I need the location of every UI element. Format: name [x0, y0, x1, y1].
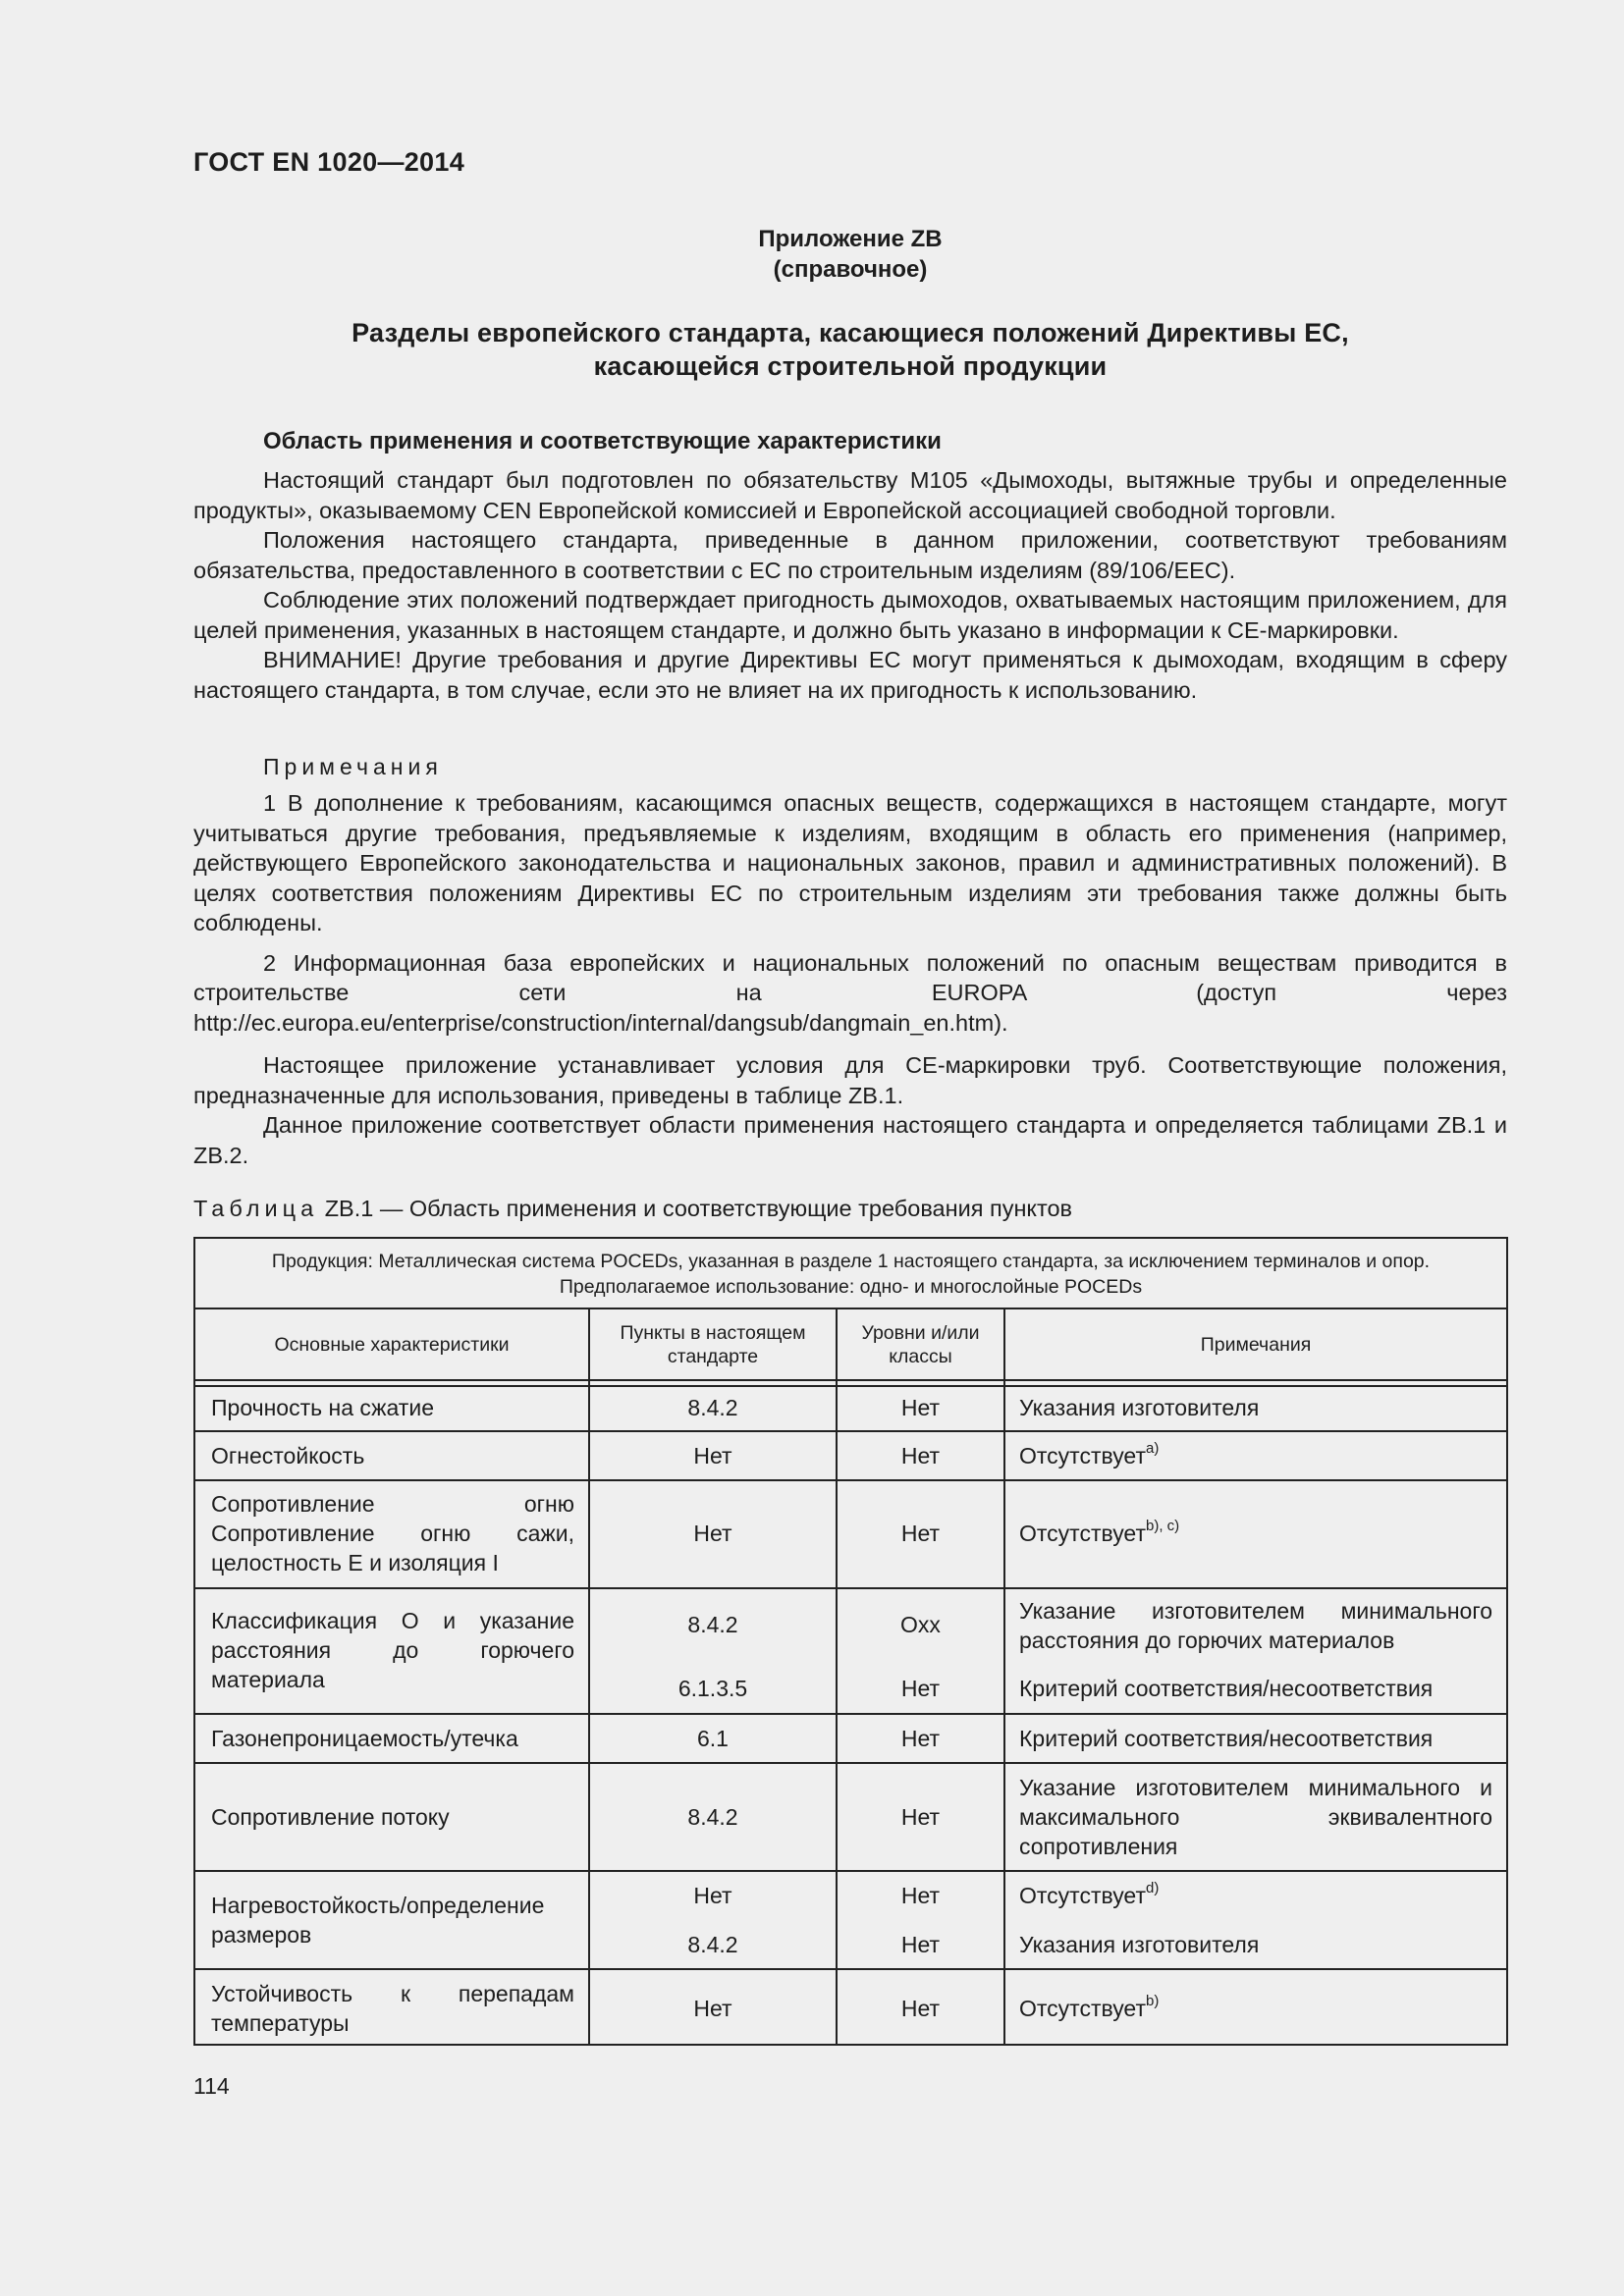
annex-type: (справочное): [773, 256, 928, 283]
row-note: Критерий соответствия/несоответствия: [1019, 1676, 1434, 1701]
row-clause: Нет: [693, 1521, 732, 1546]
row-clause: Нет: [693, 1883, 732, 1908]
row-characteristic: Устойчивость к перепадам температуры: [211, 1981, 574, 2036]
table-caption-text: ZB.1 — Область применения и соответствующие требования пунктов: [324, 1196, 1073, 1221]
row-characteristic: Огнестойкость: [211, 1443, 365, 1468]
row-note: Указания изготовителя: [1019, 1932, 1260, 1957]
annex-heading: [193, 316, 1507, 383]
row-note: [1019, 1881, 1492, 1910]
paragraph: ВНИМАНИЕ! Другие требования и другие Директивы ЕС могут применяться к дымоходам, входящим в сферу настоящего стандарта, в том случае, если это не влияет на их пригодность к использованию.: [193, 647, 1507, 703]
table-rule: [195, 1762, 1506, 1764]
footnote-ref: b): [1146, 1993, 1160, 2010]
row-note: Указание изготовителем минимального и максимального эквивалентного сопротивления: [1019, 1775, 1492, 1859]
table-caption-word: Таблица: [193, 1196, 319, 1221]
paragraph: Данное приложение соответствует области применения настоящего стандарта и определяется таблицами ZB.1 и ZB.2.: [193, 1112, 1507, 1168]
closing-text: [193, 1050, 1507, 1170]
row-clause: 8.4.2: [687, 1395, 738, 1420]
row-level: Oxx: [900, 1612, 941, 1637]
table-rule: [195, 1379, 1506, 1381]
row-note: Критерий соответствия/несоответствия: [1019, 1726, 1434, 1751]
row-note: [1019, 1441, 1492, 1470]
row-note: Указание изготовителем минимального расстояния до горючих материалов: [1019, 1598, 1492, 1653]
row-level: Нет: [900, 1726, 941, 1751]
table-caption: [193, 1196, 1072, 1222]
paragraph: Соблюдение этих положений подтверждает пригодность дымоходов, охватываемых настоящим приложением, для целей применения, указанных в настоящем стандарте, и должно быть указано в информации к СЕ-маркировки.: [193, 587, 1507, 643]
table-rule: [195, 1713, 1506, 1715]
annex-heading-line1: Разделы европейского стандарта, касающиеся положений Директивы ЕС,: [352, 318, 1349, 347]
footnote-ref: a): [1146, 1440, 1160, 1458]
row-clause: Нет: [693, 1996, 732, 2021]
notes-heading: Примечания: [263, 754, 443, 779]
note-text: Отсутствует: [1019, 1996, 1146, 2021]
row-clause: Нет: [693, 1443, 732, 1468]
row-note: [1019, 1519, 1492, 1548]
note-text: Отсутствует: [1019, 1443, 1146, 1468]
note-text: Отсутствует: [1019, 1521, 1146, 1546]
table-rule: [195, 1968, 1506, 1970]
table-rule: [195, 1587, 1506, 1589]
row-clause: 8.4.2: [687, 1932, 738, 1957]
table-rule: [195, 1479, 1506, 1481]
row-level: Нет: [900, 1443, 941, 1468]
header-clauses: Пункты в настоящем стандарте: [620, 1321, 806, 1367]
row-note: Указания изготовителя: [1019, 1395, 1260, 1420]
intro-text: [193, 465, 1507, 705]
section-subtitle: Область применения и соответствующие характеристики: [263, 428, 942, 454]
paragraph: Положения настоящего стандарта, приведенные в данном приложении, соответствуют требованиям обязательства, предоставленного в соответствии с ЕС по строительным изделиям (89/106/ЕЕС).: [193, 527, 1507, 583]
row-characteristic: Прочность на сжатие: [211, 1395, 434, 1420]
row-level: Нет: [900, 1883, 941, 1908]
paragraph: Настоящее приложение устанавливает условия для СЕ-маркировки труб. Соответствующие положения, предназначенные для использования, приведены в таблице ZB.1.: [193, 1052, 1507, 1108]
row-note: [1019, 1994, 1492, 2023]
note-item: 2 Информационная база европейских и национальных положений по опасным веществам приводится в строительстве сети на EUROPA (доступ через http://ec.europa.eu/enterprise/construction/internal/dangsub/dangmain_en.htm).: [193, 949, 1507, 1036]
table-rule: [1003, 1308, 1005, 2046]
product-description: Продукция: Металлическая система POCEDs, указанная в разделе 1 настоящего стандарта, за исключением терминалов и опор. Предполагаемое использование: одно- и многослойные POCEDs: [271, 1251, 1431, 1298]
annex-heading-line2: касающейся строительной продукции: [593, 351, 1108, 381]
row-characteristic: Классификация O и указание расстояния до горючего материала: [211, 1608, 574, 1692]
header-notes: Примечания: [1200, 1333, 1312, 1356]
footnote-ref: d): [1146, 1880, 1160, 1897]
row-level: Нет: [900, 1996, 941, 2021]
row-clause: 8.4.2: [687, 1804, 738, 1830]
row-level: Нет: [900, 1676, 941, 1701]
row-characteristic: Нагревостойкость/определение размеров: [211, 1893, 545, 1948]
row-clause: 8.4.2: [687, 1612, 738, 1637]
header-levels: Уровни и/или классы: [861, 1321, 980, 1367]
row-characteristic: Сопротивление огню Сопротивление огню сажи, целостность E и изоляция I: [211, 1491, 574, 1575]
note-item: 1 В дополнение к требованиям, касающимся опасных веществ, содержащихся в настоящем стандарте, могут учитываться другие требования, предъявляемые к изделиям, входящим в область его применения (например, действующего Европейского законодательства и национальных законов, правил и административных положений). В целях соответствия положениям Директивы ЕС по строительным изделиям эти требования также должны быть соблюдены.: [193, 790, 1507, 935]
table-rule: [195, 1385, 1506, 1387]
paragraph: Настоящий стандарт был подготовлен по обязательству M105 «Дымоходы, вытяжные трубы и определенные продукты», оказываемому CEN Европейской комиссией и Европейской ассоциацией свободной торговли.: [193, 467, 1507, 523]
annex-label: [193, 224, 1507, 285]
requirements-table: [193, 1237, 1508, 2046]
row-level: Нет: [900, 1804, 941, 1830]
row-characteristic: Сопротивление потоку: [211, 1804, 450, 1830]
annex-title: Приложение ZB: [758, 226, 943, 252]
row-level: Нет: [900, 1395, 941, 1420]
note-text: Отсутствует: [1019, 1883, 1146, 1908]
table-rule: [195, 1430, 1506, 1432]
row-clause: 6.1.3.5: [677, 1676, 748, 1701]
notes-text: [193, 788, 1507, 1038]
footnote-ref: b), c): [1146, 1518, 1180, 1535]
row-level: Нет: [900, 1932, 941, 1957]
row-characteristic: Газонепроницаемость/утечка: [211, 1726, 518, 1751]
standard-header: ГОСТ EN 1020—2014: [193, 147, 465, 177]
table-rule: [195, 1870, 1506, 1872]
row-level: Нет: [900, 1521, 941, 1546]
header-characteristics: Основные характеристики: [274, 1333, 510, 1356]
row-clause: 6.1: [697, 1726, 729, 1751]
page-number: 114: [193, 2073, 230, 2099]
